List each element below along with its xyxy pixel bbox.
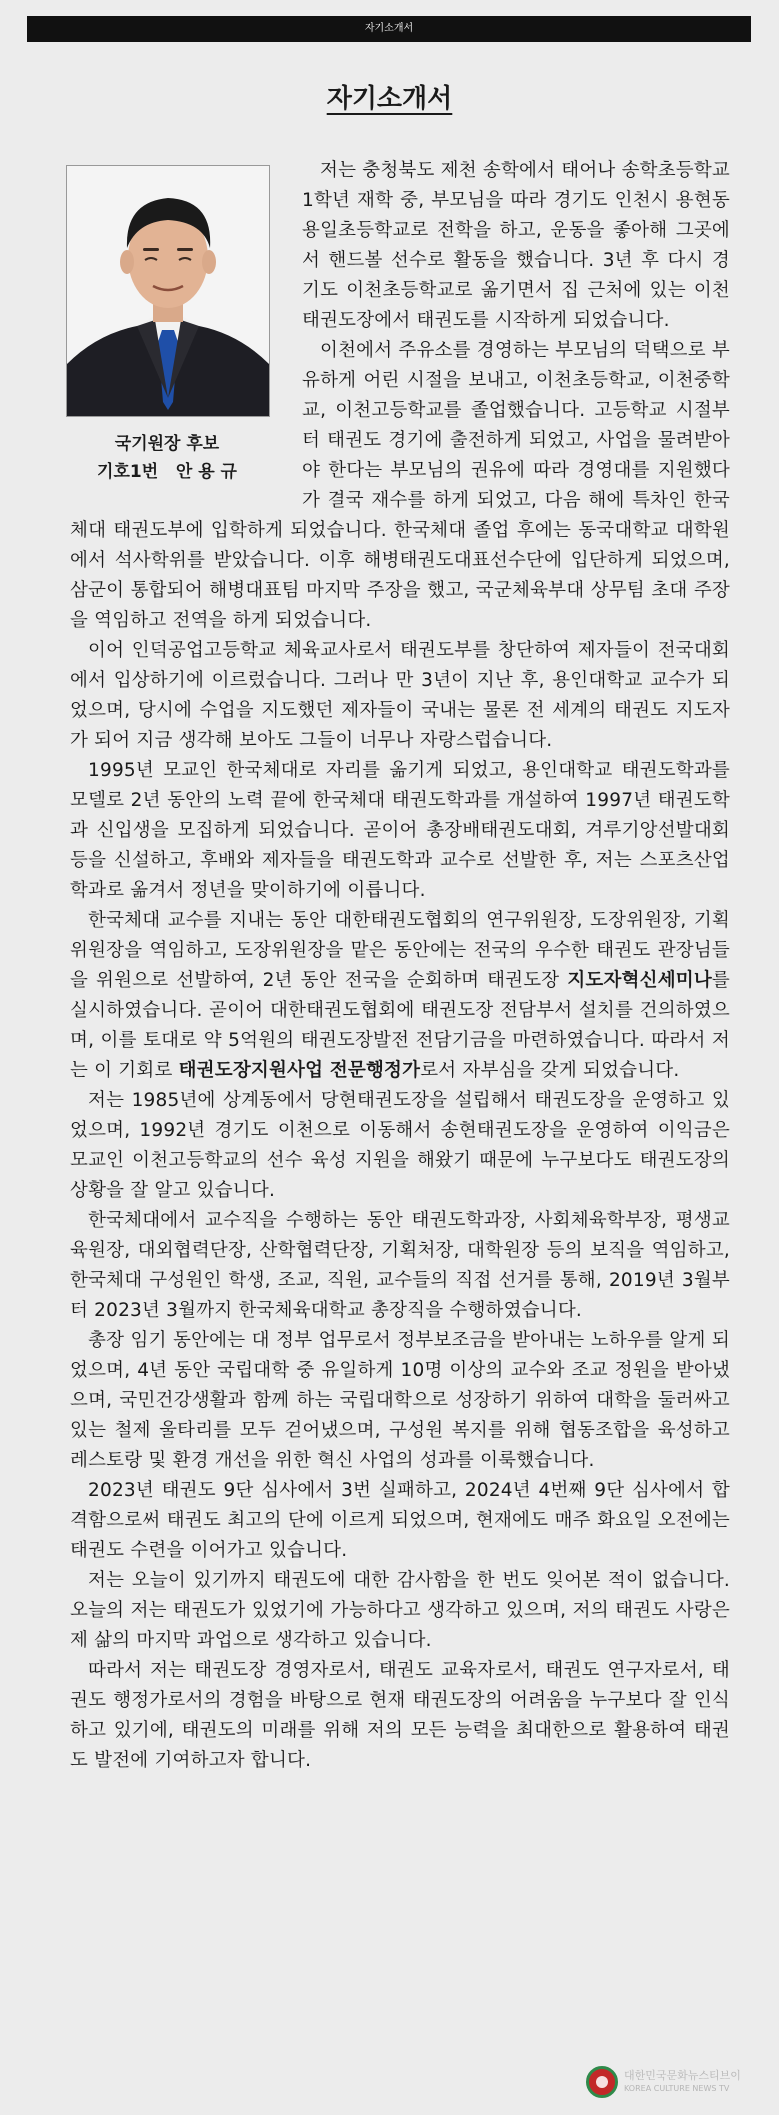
watermark-line-1: 대한민국문화뉴스티브이 [624,2069,741,2082]
candidate-number-name: 기호1번 안 용 규 [97,462,237,482]
paragraph-5-part3: 로서 자부심을 갖게 되었습니다. [420,1060,680,1081]
paragraph-9: 2023년 태권도 9단 심사에서 3번 실패하고, 2024년 4번째 9단 심사에서 합격함으로써 태권도 최고의 단에 이르게 되었으며, 현재에도 매주 화요일 오전에는 태권도 수련을 이어가고 있습니다. [70,1480,730,1561]
paragraph-11: 따라서 저는 태권도장 경영자로서, 태권도 교육자로서, 태권도 연구자로서, 태권도 행정가로서의 경험을 바탕으로 현재 태권도장의 어려움을 누구보다 잘 인식하고 있기에, 태권도의 미래를 위해 저의 모든 능력을 최대한으로 활용하여 태권도 발전에 기여하고자 합니다. [70,1660,730,1771]
paragraph-5-highlight-seminar: 지도자혁신세미나 [567,970,712,991]
document-title: 자기소개서 [326,84,453,114]
header-label: 자기소개서 [364,23,414,34]
paragraph-3: 이어 인덕공업고등학교 체육교사로서 태권도부를 창단하여 제자들이 전국대회에서 입상하기에 이르렀습니다. 그러나 만 3년이 지난 후, 용인대학교 교수가 되었으며, 당시에 수업을 지도했던 제자들이 국내는 물론 전 세계의 태권도 지도자가 되어 지금 생각해 보아도 그들이 너무나 자랑스럽습니다. [70,640,730,751]
paragraph-6: 저는 1985년에 상계동에서 당현태권도장을 설립해서 태권도장을 운영하고 있었으며, 1992년 경기도 이천으로 이동해서 송현태권도장을 운영하여 이익금은 모교인 이천고등학교의 선수 육성 지원을 해왔기 때문에 누구보다도 태권도장의 상황을 잘 알고 있습니다. [70,1090,730,1201]
watermark-text [624,2069,741,2095]
paragraph-5-highlight-admin: 태권도장지원사업 전문행정가 [178,1060,421,1081]
paragraph-5-part2: 를 실시하였습니다. 곧이어 대한태권도협회에 태권도장 전담부서 설치를 건의하였으며, 이를 토대로 약 5억원의 태권도장발전 전담기금을 마련하였습니다. 따라서 저는 이 기회로 [70,970,730,1081]
paragraph-1: 저는 충청북도 제천 송학에서 태어나 송학초등학교 1학년 재학 중, 부모님을 따라 경기도 인천시 용현동 용일초등학교로 전학을 하고, 운동을 좋아해 그곳에서 핸드볼 선수로 활동을 했습니다. 3년 후 다시 경기도 이천초등학교로 옮기면서 집 근처에 있는 이천태권도장에서 태권도를 시작하게 되었습니다. [302,160,730,331]
paragraph-7: 한국체대에서 교수직을 수행하는 동안 태권도학과장, 사회체육학부장, 평생교육원장, 대외협력단장, 산학협력단장, 기획처장, 대학원장 등의 보직을 역임하고, 한국체대 구성원인 학생, 조교, 직원, 교수들의 직접 선거를 통해, 2019년 3월부터 2023년 3월까지 한국체육대학교 총장직을 수행하였습니다. [70,1210,730,1321]
document-body [70,156,730,1776]
candidate-role: 국기원장 후보 [114,434,220,454]
photo-float-spacer [70,156,302,490]
paragraph-5 [70,906,730,1086]
paragraph-5-part1: 한국체대 교수를 지내는 동안 대한태권도협회의 연구위원장, 도장위원장, 기획위원장을 역임하고, 도장위원장을 맡은 동안에는 전국의 우수한 태권도 관장님들을 위원으로 선발하여, 2년 동안 전국을 순회하며 태권도장 [70,910,730,991]
paragraph-2: 이천에서 주유소를 경영하는 부모님의 덕택으로 부유하게 어린 시절을 보내고, 이천초등학교, 이천중학교, 이천고등학교를 졸업했습니다. 고등학교 시절부터 태권도 경기에 출전하게 되었고, 사업을 물려받아야 한다는 부모님의 권유에 따라 경영대를 지원했다가 결국 재수를 하게 되었고, 다음 해에 특차인 한국체대 태권도부에 입학하게 되었습니다. 한국체대 졸업 후에는 동국대학교 대학원에서 석사학위를 받았습니다. 이후 해병태권도대표선수단에 입단하게 되었으며, 삼군이 통합되어 해병대표팀 마지막 주장을 했고, 국군체육부대 상무팀 초대 주장을 역임하고 전역을 하게 되었습니다. [70,340,730,631]
broadcaster-logo-icon [586,2066,618,2098]
paragraph-10: 저는 오늘이 있기까지 태권도에 대한 감사함을 한 번도 잊어본 적이 없습니다. 오늘의 저는 태권도가 있었기에 가능하다고 생각하고 있으며, 저의 태권도 사랑은 제 삶의 마지막 과업으로 생각하고 있습니다. [70,1570,730,1651]
paragraph-8: 총장 임기 동안에는 대 정부 업무로서 정부보조금을 받아내는 노하우를 알게 되었으며, 4년 동안 국립대학 중 유일하게 10명 이상의 교수와 조교 정원을 받아냈으며, 국민건강생활과 함께 하는 국립대학으로 성장하기 위하여 대학을 둘러싸고 있는 철제 울타리를 모두 걷어냈으며, 구성원 복지를 위해 협동조합을 육성하고 레스토랑 및 환경 개선을 위한 혁신 사업의 성과를 이룩했습니다. [70,1330,730,1471]
paragraph-4: 1995년 모교인 한국체대로 자리를 옮기게 되었고, 용인대학교 태권도학과를 모델로 2년 동안의 노력 끝에 한국체대 태권도학과를 개설하여 1997년 태권도학과 신입생을 모집하게 되었습니다. 곧이어 총장배태권도대회, 겨루기앙선발대회 등을 신설하고, 후배와 제자들을 태권도학과 교수로 선발한 후, 저는 스포츠산업학과로 옮겨서 정년을 맞이하기에 이릅니다. [70,760,730,901]
watermark [586,2066,741,2098]
watermark-line-2: KOREA CULTURE NEWS TV [624,2084,730,2093]
header-bar [27,16,751,42]
